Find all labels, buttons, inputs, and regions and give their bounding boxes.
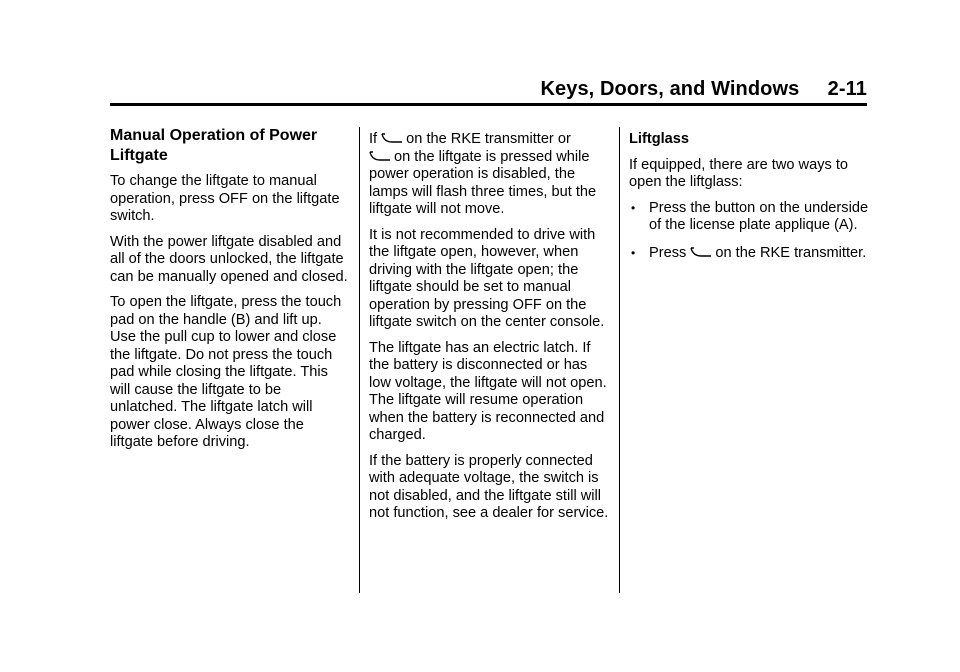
paragraph: If the battery is properly connected with adequate voltage, the switch is not disabled, and the liftgate still will not function, see a dealer for service. (369, 452, 609, 521)
liftgate-icon (690, 246, 712, 258)
paragraph: With the power liftgate disabled and all of the doors unlocked, the liftgate can be manually opened and closed. (110, 233, 348, 285)
page-header (110, 78, 867, 106)
paragraph: To open the liftgate, press the touch pad on the handle (B) and lift up. Use the pull cup to lower and close the liftgate. Do not press the touch pad while closing the liftgate. This will cause the liftgate to be unlatched. The liftgate latch will power close. Always close the liftgate before driving. (110, 294, 342, 450)
paragraph: To change the liftgate to manual operation, press OFF on the liftgate switch. (110, 173, 340, 224)
liftgate-icon (369, 150, 391, 162)
column-1 (110, 126, 348, 460)
list-item (629, 200, 869, 235)
list-item-text: Press the button on the underside of the license plate applique (A). (649, 199, 869, 233)
text: on the RKE transmitter. (715, 244, 867, 261)
bullet-glyph: • (631, 245, 636, 260)
liftgate-icon (381, 132, 403, 144)
subheading-liftglass: Liftglass (629, 131, 690, 147)
text: Press (649, 244, 687, 261)
text: If (369, 131, 378, 147)
paragraph-liftgate-symbol (369, 131, 609, 219)
column-divider (359, 127, 360, 593)
paragraph: If equipped, there are two ways to open the liftglass: (629, 156, 849, 190)
header-rule (110, 103, 867, 106)
page-header-title: Keys, Doors, and Windows 2-11 (540, 78, 867, 100)
paragraph: It is not recommended to drive with the liftgate open, however, when driving with the liftgate open; the liftgate should be set to manual operation by pressing OFF on the liftgate switch on the center console. (369, 226, 605, 330)
text: on the liftgate is pressed while power operation is disabled, the lamps will flash three times, but the liftgate will not move. (369, 148, 597, 217)
section-heading: Manual Operation of Power Liftgate (110, 127, 318, 164)
column-3 (629, 131, 869, 272)
list-item (629, 245, 869, 263)
column-divider (619, 127, 620, 593)
bullet-list (629, 200, 869, 263)
paragraph: The liftgate has an electric latch. If the battery is disconnected or has low voltage, the liftgate will not open. The liftgate will resume operation when the battery is reconnected and charged. (369, 339, 607, 443)
column-2 (369, 131, 609, 531)
text: on the RKE transmitter or (406, 131, 571, 147)
bullet-glyph: • (631, 200, 636, 215)
